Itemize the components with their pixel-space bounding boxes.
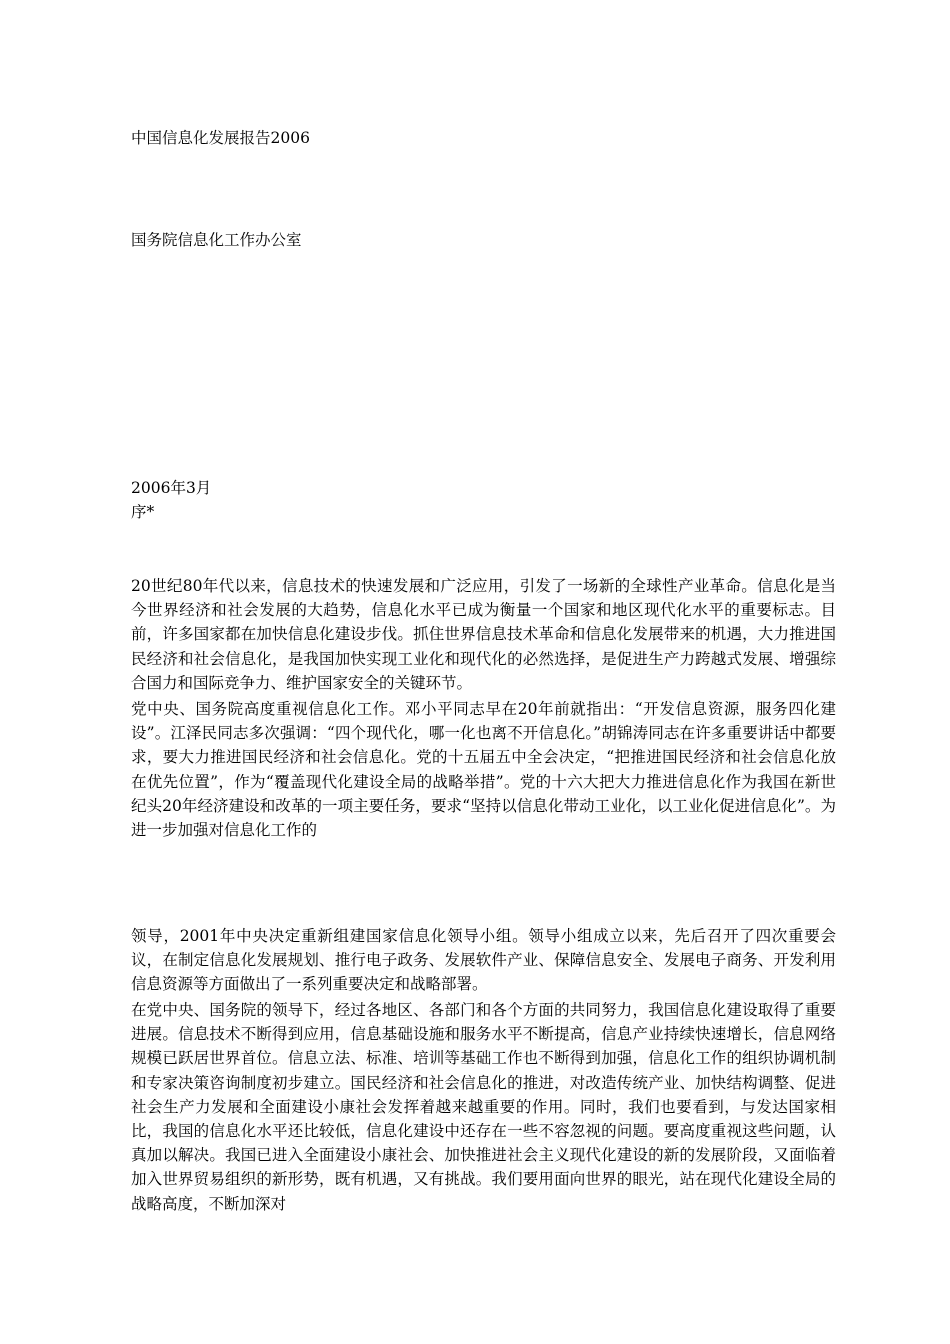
- body-paragraph-3: 领导，2001年中央决定重新组建国家信息化领导小组。领导小组成立以来，先后召开了四次重要会议，在制定信息化发展规划、推行电子政务、发展软件产业、保障信息安全、发展电子商务、开发利用信息资源等方面做出了一系列重要决定和战略部署。: [131, 927, 836, 994]
- document-title: 中国信息化发展报告2006: [131, 129, 310, 147]
- body-paragraph-4: 在党中央、国务院的领导下，经过各地区、各部门和各个方面的共同努力，我国信息化建设取得了重要进展。信息技术不断得到应用，信息基础设施和服务水平不断提高，信息产业持续快速增长，信息网络规模已跃居世界首位。信息立法、标准、培训等基础工作也不断得到加强，信息化工作的组织协调机制和专家决策咨询制度初步建立。国民经济和社会信息化的推进，对改造传统产业、加快结构调整、促进社会生产力发展和全面建设小康社会发挥着越来越重要的作用。同时，我们也要看到，与发达国家相比，我国的信息化水平还比较低，信息化建设中还存在一些不容忽视的问题。要高度重视这些问题，认真加以解决。我国已进入全面建设小康社会、加快推进社会主义现代化建设的新的发展阶段，又面临着加入世界贸易组织的新形势，既有机遇，又有挑战。我们要用面向世界的眼光，站在现代化建设全局的战略高度，不断加深对: [131, 1001, 836, 1213]
- section-heading: 序*: [131, 503, 155, 521]
- document-date: 2006年3月: [131, 479, 212, 497]
- body-paragraph-2: 党中央、国务院高度重视信息化工作。邓小平同志早在20年前就指出：“开发信息资源，服务四化建设”。江泽民同志多次强调：“四个现代化，哪一化也离不开信息化。”胡锦涛同志在许多重要讲话中都要求，要大力推进国民经济和社会信息化。党的十五届五中全会决定，“把推进国民经济和社会信息化放在优先位置”，作为“覆盖现代化建设全局的战略举措”。党的十六大把大力推进信息化作为我国在新世纪头20年经济建设和改革的一项主要任务，要求“坚持以信息化带动工业化，以工业化促进信息化”。为进一步加强对信息化工作的: [131, 700, 836, 840]
- body-paragraph-1: 20世纪80年代以来，信息技术的快速发展和广泛应用，引发了一场新的全球性产业革命。信息化是当今世界经济和社会发展的大趋势，信息化水平已成为衡量一个国家和地区现代化水平的重要标志。目前，许多国家都在加快信息化建设步伐。抓住世界信息技术革命和信息化发展带来的机遇，大力推进国民经济和社会信息化，是我国加快实现工业化和现代化的必然选择，是促进生产力跨越式发展、增强综合国力和国际竞争力、维护国家安全的关键环节。: [131, 577, 836, 692]
- document-author: 国务院信息化工作办公室: [131, 231, 302, 249]
